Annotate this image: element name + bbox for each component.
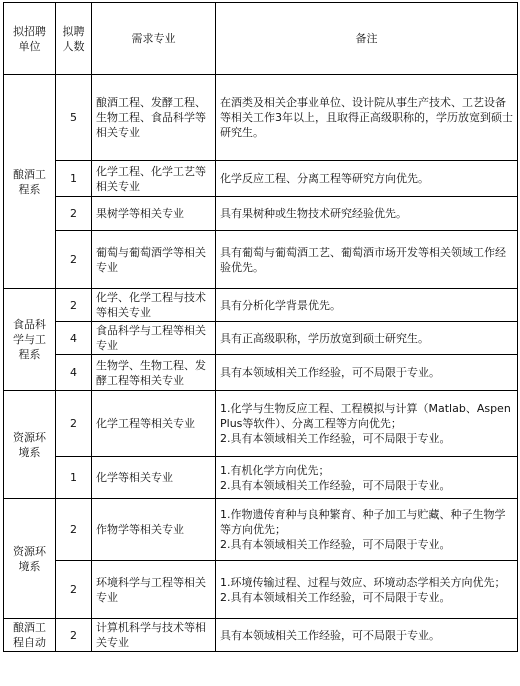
table-row	[4, 322, 518, 355]
table-row	[4, 75, 518, 161]
note-cell	[216, 231, 518, 289]
note-line: 1.化学与生物反应工程、工程模拟与计算（Matlab、Aspen Plus等软件）、分离工程等方向优先；	[220, 402, 511, 430]
table-row	[4, 561, 518, 619]
note-line: 具有葡萄与葡萄酒工艺、葡萄酒市场开发等相关领域工作经验优先。	[220, 245, 506, 274]
note-line: 2.具有本领域相关工作经验，可不局限于专业。	[220, 432, 451, 445]
count-cell: 2	[56, 619, 92, 652]
major-cell: 酿酒工程、发酵工程、生物工程、食品科学等相关专业	[92, 75, 216, 161]
count-cell: 1	[56, 161, 92, 197]
table-row	[4, 619, 518, 652]
count-cell: 2	[56, 289, 92, 322]
header-unit: 拟招聘单位	[4, 3, 56, 75]
note-line: 具有果树种或生物技术研究经验优先。	[220, 207, 407, 220]
table-body	[4, 75, 518, 652]
table-row	[4, 231, 518, 289]
note-line: 具有分析化学背景优先。	[220, 298, 341, 312]
note-line: 1.环境传输过程、过程与效应、环境动态学相关方向优先；	[220, 575, 506, 589]
unit-cell: 酿酒工程系	[4, 75, 56, 289]
count-cell: 1	[56, 457, 92, 499]
table-row	[4, 197, 518, 231]
count-cell: 4	[56, 322, 92, 355]
header-major: 需求专业	[92, 3, 216, 75]
recruitment-table	[3, 2, 518, 652]
note-line: 化学反应工程、分离工程等研究方向优先。	[220, 172, 429, 185]
major-cell: 计算机科学与技术等相关专业	[92, 619, 216, 652]
note-line: 2.具有本领域相关工作经验，可不局限于专业。	[220, 478, 451, 492]
note-cell	[216, 391, 518, 457]
major-cell: 化学工程等相关专业	[92, 391, 216, 457]
major-cell: 生物学、生物工程、发酵工程等相关专业	[92, 355, 216, 391]
note-cell	[216, 197, 518, 231]
table-row	[4, 391, 518, 457]
major-cell: 作物学等相关专业	[92, 499, 216, 561]
note-cell	[216, 289, 518, 322]
table-row	[4, 161, 518, 197]
count-cell: 2	[56, 231, 92, 289]
unit-cell: 资源环境系	[4, 499, 56, 619]
count-cell: 2	[56, 561, 92, 619]
note-cell	[216, 75, 518, 161]
unit-cell: 资源环境系	[4, 391, 56, 499]
note-line: 2.具有本领域相关工作经验，可不局限于专业。	[220, 590, 451, 604]
note-line: 具有正高级职称，学历放宽到硕士研究生。	[220, 331, 429, 345]
major-cell: 果树学等相关专业	[92, 197, 216, 231]
unit-cell: 食品科学与工程系	[4, 289, 56, 391]
note-line: 在酒类及相关企事业单位、设计院从事生产技术、工艺设备等相关工作3年以上，且取得正高级职称的，学历放宽到硕士研究生。	[220, 96, 513, 139]
table-row	[4, 289, 518, 322]
major-cell: 环境科学与工程等相关专业	[92, 561, 216, 619]
note-cell	[216, 355, 518, 391]
count-cell: 5	[56, 75, 92, 161]
note-cell	[216, 457, 518, 499]
table-row	[4, 499, 518, 561]
table-row	[4, 355, 518, 391]
note-cell	[216, 499, 518, 561]
major-cell: 化学、化学工程与技术等相关专业	[92, 289, 216, 322]
major-cell: 化学等相关专业	[92, 457, 216, 499]
table-row	[4, 457, 518, 499]
count-cell: 2	[56, 499, 92, 561]
note-line: 1.有机化学方向优先；	[220, 463, 330, 477]
note-line: 具有本领域相关工作经验，可不局限于专业。	[220, 366, 440, 379]
header-note: 备注	[216, 3, 518, 75]
header-row	[4, 3, 518, 75]
major-cell: 化学工程、化学工艺等相关专业	[92, 161, 216, 197]
header-count: 拟聘人数	[56, 3, 92, 75]
major-cell: 食品科学与工程等相关专业	[92, 322, 216, 355]
note-line: 2.具有本领域相关工作经验，可不局限于专业。	[220, 538, 451, 551]
count-cell: 2	[56, 391, 92, 457]
note-cell	[216, 322, 518, 355]
note-line: 1.作物遗传育种与良种繁育、种子加工与贮藏、种子生物学等方向优先；	[220, 508, 506, 536]
note-cell	[216, 161, 518, 197]
count-cell: 2	[56, 197, 92, 231]
count-cell: 4	[56, 355, 92, 391]
unit-cell: 酿酒工程自动	[4, 619, 56, 652]
major-cell: 葡萄与葡萄酒学等相关专业	[92, 231, 216, 289]
note-cell	[216, 619, 518, 652]
note-cell	[216, 561, 518, 619]
note-line: 具有本领域相关工作经验，可不局限于专业。	[220, 628, 440, 642]
